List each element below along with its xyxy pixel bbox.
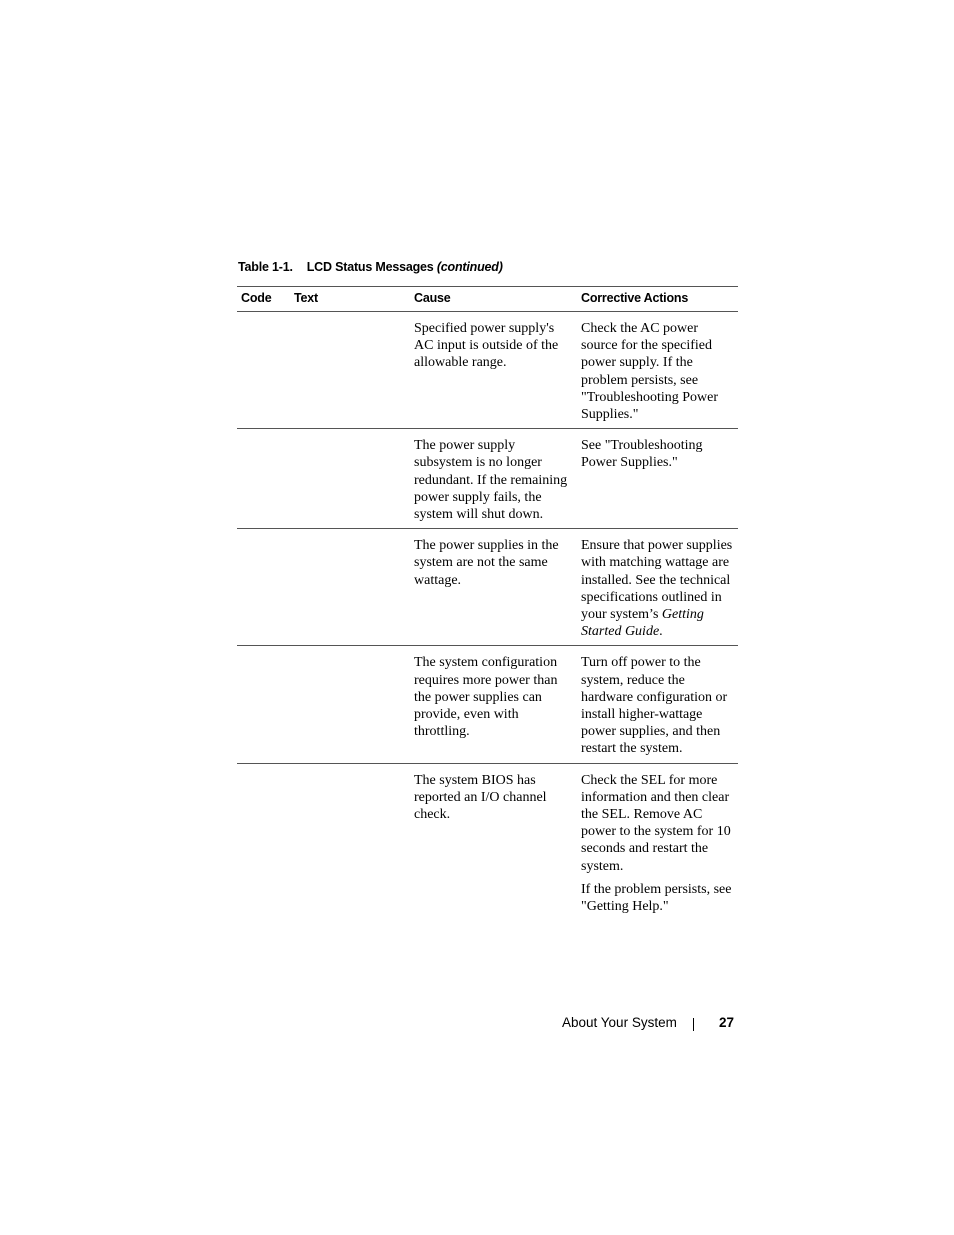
cell-cause: Specified power supply's AC input is outside of the allowable range. xyxy=(410,312,577,429)
cell-cause: The system configuration requires more power than the power supplies can provide, even with throttling. xyxy=(410,646,577,763)
footer-section-title: About Your System xyxy=(562,1015,677,1030)
cell-action xyxy=(577,529,738,646)
lcd-status-table xyxy=(237,286,738,920)
cell-action: Check the AC power source for the specified power supply. If the problem persists, see "Troubleshooting Power Supplies." xyxy=(577,312,738,429)
cell-code xyxy=(237,763,290,920)
header-cause: Cause xyxy=(410,287,577,312)
action-paragraph: Check the SEL for more information and then clear the SEL. Remove AC power to the system for 10 seconds and restart the system. xyxy=(581,772,731,874)
header-text: Text xyxy=(290,287,410,312)
table-title: LCD Status Messages xyxy=(306,260,434,274)
cell-code xyxy=(237,312,290,429)
cell-action: See "Troubleshooting Power Supplies." xyxy=(577,429,738,529)
cell-cause: The power supply subsystem is no longer redundant. If the remaining power supply fails, the system will shut down. xyxy=(410,429,577,529)
action-text: Ensure that power supplies with matching wattage are installed. See the technical specifications outlined in your system’s xyxy=(581,538,733,623)
getting-started-guide-title: Getting Started Guide xyxy=(581,607,704,640)
table-caption xyxy=(238,260,503,274)
cell-action: Turn off power to the system, reduce the hardware configuration or install higher-wattage power supplies, and then restart the system. xyxy=(577,646,738,763)
cell-cause: The system BIOS has reported an I/O channel check. xyxy=(414,772,547,823)
table-continued: (continued) xyxy=(436,260,503,274)
cell-text xyxy=(290,429,410,529)
header-code: Code xyxy=(237,287,290,312)
cell-text xyxy=(290,312,410,429)
table-row xyxy=(237,529,738,646)
cell-text xyxy=(290,646,410,763)
table-row xyxy=(237,312,738,429)
footer-divider xyxy=(693,1018,694,1031)
header-corrective-actions: Corrective Actions xyxy=(577,287,738,312)
table-header-row xyxy=(237,287,738,312)
cell-cause: The power supplies in the system are not the same wattage. xyxy=(410,529,577,646)
cell-code xyxy=(237,529,290,646)
cell-text xyxy=(290,529,410,646)
table-row xyxy=(237,646,738,763)
action-text-end: . xyxy=(659,624,663,640)
cell-code xyxy=(237,429,290,529)
action-paragraph: If the problem persists, see "Getting Help." xyxy=(581,881,732,915)
table-row xyxy=(237,429,738,529)
cell-action xyxy=(577,763,738,920)
page-footer xyxy=(562,1015,735,1030)
page-number: 27 xyxy=(719,1015,735,1030)
cell-code xyxy=(237,646,290,763)
table-label: Table 1-1. xyxy=(238,260,293,274)
cell-text xyxy=(290,763,410,920)
table-row xyxy=(237,763,738,920)
